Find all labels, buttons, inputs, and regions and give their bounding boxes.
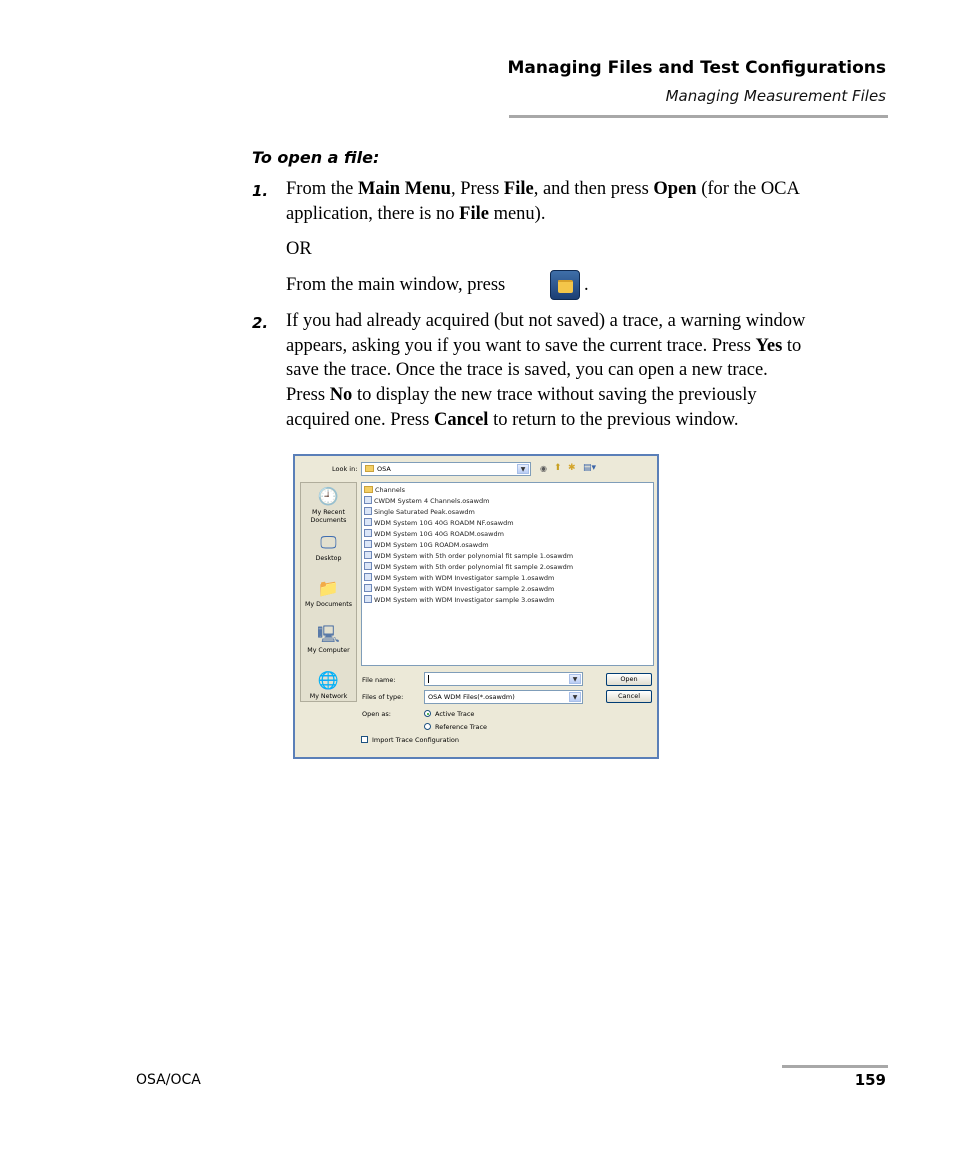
chevron-down-icon: ▼ <box>569 674 581 684</box>
chevron-down-icon: ▼ <box>569 692 581 702</box>
trace-file-icon <box>364 551 372 559</box>
section-title: Managing Files and Test Configurations <box>507 58 886 78</box>
list-item[interactable]: Single Saturated Peak.osawdm <box>362 507 653 518</box>
trace-file-icon <box>364 562 372 570</box>
computer-icon: 🖳 <box>317 625 340 645</box>
step-2-text: If you had already acquired (but not saved) a trace, a warning window appears, asking you if you want to save the current trace. Press Yes to save the trace. Once the trace is saved, you can open a new trace. Press No to display the new trace without saving the previously acquired one. Press Cancel to return to the previous window. <box>286 311 806 430</box>
section-subtitle: Managing Measurement Files <box>665 87 886 105</box>
footer-divider <box>782 1065 888 1068</box>
folder-icon <box>365 465 374 472</box>
trace-file-icon <box>364 540 372 548</box>
trace-file-icon <box>364 518 372 526</box>
list-item[interactable]: WDM System with WDM Investigator sample 1.osawdm <box>362 573 653 584</box>
places-bar <box>300 482 357 702</box>
text-cursor <box>428 675 429 683</box>
look-in-value: OSA <box>377 465 391 473</box>
recent-documents-icon: 🕘 <box>317 487 340 507</box>
my-documents-icon: 📁 <box>317 579 340 599</box>
place-desktop[interactable]: 🖵 Desktop <box>301 533 356 563</box>
step-1-alt-end: . <box>584 275 589 295</box>
file-type-dropdown[interactable]: OSA WDM Files(*.osawdm) ▼ <box>424 690 583 704</box>
import-trace-configuration-label: Import Trace Configuration <box>372 736 460 744</box>
trace-file-icon <box>364 529 372 537</box>
place-my-documents[interactable]: 📁 My Documents <box>301 579 356 609</box>
open-folder-icon <box>558 280 573 293</box>
open-file-dialog <box>293 454 659 759</box>
page-number: 159 <box>854 1071 886 1089</box>
import-trace-configuration-checkbox[interactable] <box>361 736 368 743</box>
trace-file-icon <box>364 507 372 515</box>
chevron-down-icon: ▼ <box>517 464 529 474</box>
list-item[interactable]: WDM System with 5th order polynomial fit sample 1.osawdm <box>362 551 653 562</box>
reference-trace-label: Reference Trace <box>435 723 488 731</box>
list-item[interactable]: WDM System with WDM Investigator sample 3.osawdm <box>362 595 653 606</box>
step-2-number: 2. <box>252 314 269 332</box>
open-file-button[interactable] <box>550 270 580 300</box>
trace-file-icon <box>364 584 372 592</box>
step-1-alt-text: From the main window, press <box>286 275 506 295</box>
place-my-network[interactable]: 🌐 My Network <box>301 671 356 701</box>
list-item[interactable]: WDM System with WDM Investigator sample 2.osawdm <box>362 584 653 595</box>
reference-trace-radio[interactable] <box>424 723 431 730</box>
header-divider <box>509 115 888 118</box>
list-item[interactable]: WDM System 10G ROADM.osawdm <box>362 540 653 551</box>
step-1-number: 1. <box>252 182 269 200</box>
trace-file-icon <box>364 496 372 504</box>
step-1-text: From the Main Menu, Press File, and then press Open (for the OCA application, there is no File menu). <box>286 179 800 224</box>
footer-product: OSA/OCA <box>136 1072 201 1088</box>
list-item[interactable]: WDM System 10G 40G ROADM.osawdm <box>362 529 653 540</box>
file-name-field[interactable] <box>424 672 583 686</box>
desktop-icon: 🖵 <box>320 533 337 553</box>
active-trace-radio[interactable] <box>424 710 431 717</box>
folder-icon <box>364 486 373 493</box>
list-item[interactable]: WDM System 10G 40G ROADM NF.osawdm <box>362 518 653 529</box>
file-list <box>361 482 654 666</box>
network-icon: 🌐 <box>317 671 340 691</box>
look-in-dropdown[interactable] <box>361 462 531 476</box>
up-folder-icon[interactable]: ⬆ <box>554 463 562 473</box>
file-type-label: Files of type: <box>362 693 404 701</box>
active-trace-label: Active Trace <box>435 710 475 718</box>
list-item[interactable]: CWDM System 4 Channels.osawdm <box>362 496 653 507</box>
list-item[interactable]: Channels <box>362 485 653 496</box>
trace-file-icon <box>364 573 372 581</box>
look-in-label: Look in: <box>332 465 358 473</box>
procedure-title: To open a file: <box>252 148 380 167</box>
view-menu-icon[interactable]: ▤▾ <box>583 463 597 473</box>
file-name-label: File name: <box>362 676 396 684</box>
step-1-or: OR <box>286 239 312 259</box>
list-item[interactable]: WDM System with 5th order polynomial fit sample 2.osawdm <box>362 562 653 573</box>
back-icon[interactable]: ◉ <box>540 464 547 473</box>
trace-file-icon <box>364 595 372 603</box>
place-my-recent-documents[interactable]: 🕘 My Recent Documents <box>301 487 356 524</box>
open-as-label: Open as: <box>362 710 391 718</box>
new-folder-icon[interactable]: ✱ <box>568 463 576 473</box>
place-my-computer[interactable]: 🖳 My Computer <box>301 625 356 655</box>
cancel-button[interactable]: Cancel <box>606 690 652 703</box>
open-button[interactable]: Open <box>606 673 652 686</box>
